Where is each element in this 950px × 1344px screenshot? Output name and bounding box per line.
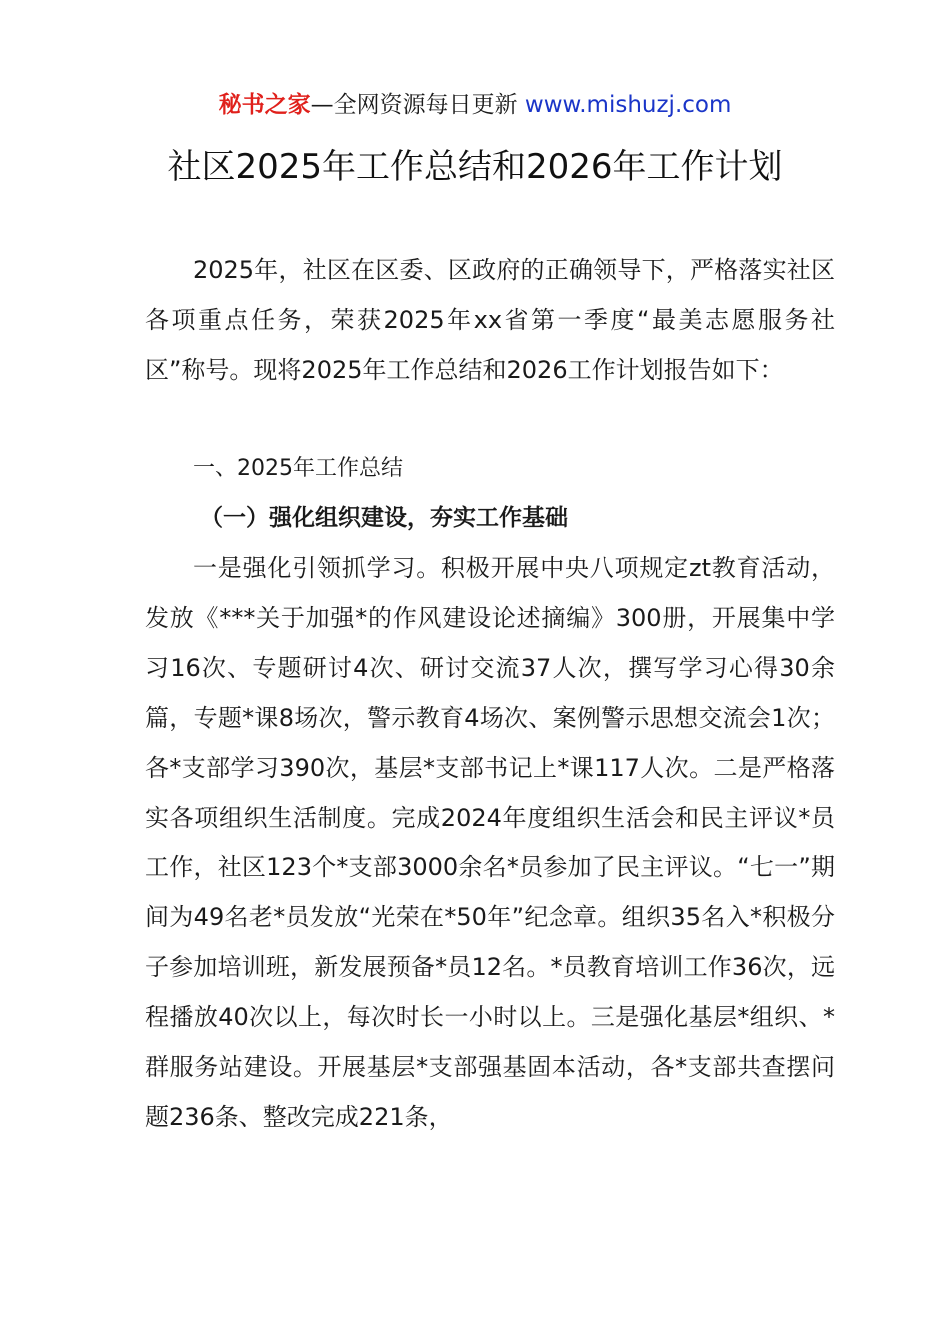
- banner-slogan: —全网资源每日更新: [310, 92, 518, 118]
- site-banner: [0, 88, 950, 122]
- subsection-heading: （一）强化组织建设，夯实工作基础: [200, 505, 568, 531]
- intro-block: [145, 246, 835, 396]
- subsection-heading-block: [145, 494, 835, 544]
- intro-paragraph: 2025年，社区在区委、区政府的正确领导下，严格落实社区各项重点任务，荣获2025年xx省第一季度“最美志愿服务社区”称号。现将2025年工作总结和2026工作计划报告如下：: [145, 256, 835, 384]
- section-heading: 一、2025年工作总结: [193, 456, 403, 481]
- main-block: [145, 544, 835, 1143]
- brand-name: 秘书之家: [218, 92, 311, 118]
- body-paragraph: 一是强化引领抓学习。积极开展中央八项规定zt教育活动，发放《***关于加强*的作风建设论述摘编》300册，开展集中学习16次、专题研讨4次、研讨交流37人次，撰写学习心得30余篇，专题*课8场次，警示教育4场次、案例警示思想交流会1次；各*支部学习390次，基层*支部书记上*课117人次。二是严格落实各项组织生活制度。完成2024年度组织生活会和民主评议*员工作，社区123个*支部3000余名*员参加了民主评议。“七一”期间为49名老*员发放“光荣在*50年”纪念章。组织35名入*积极分子参加培训班，新发展预备*员12名。*员教育培训工作36次，远程播放40次以上，每次时长一小时以上。三是强化基层*组织、*群服务站建设。开展基层*支部强基固本活动，各*支部共查摆问题236条、整改完成221条，: [145, 554, 835, 1131]
- section-heading-block: [145, 444, 835, 494]
- document-title: 社区2025年工作总结和2026年工作计划: [167, 147, 783, 187]
- site-url-link[interactable]: www.mishuzj.com: [524, 92, 732, 118]
